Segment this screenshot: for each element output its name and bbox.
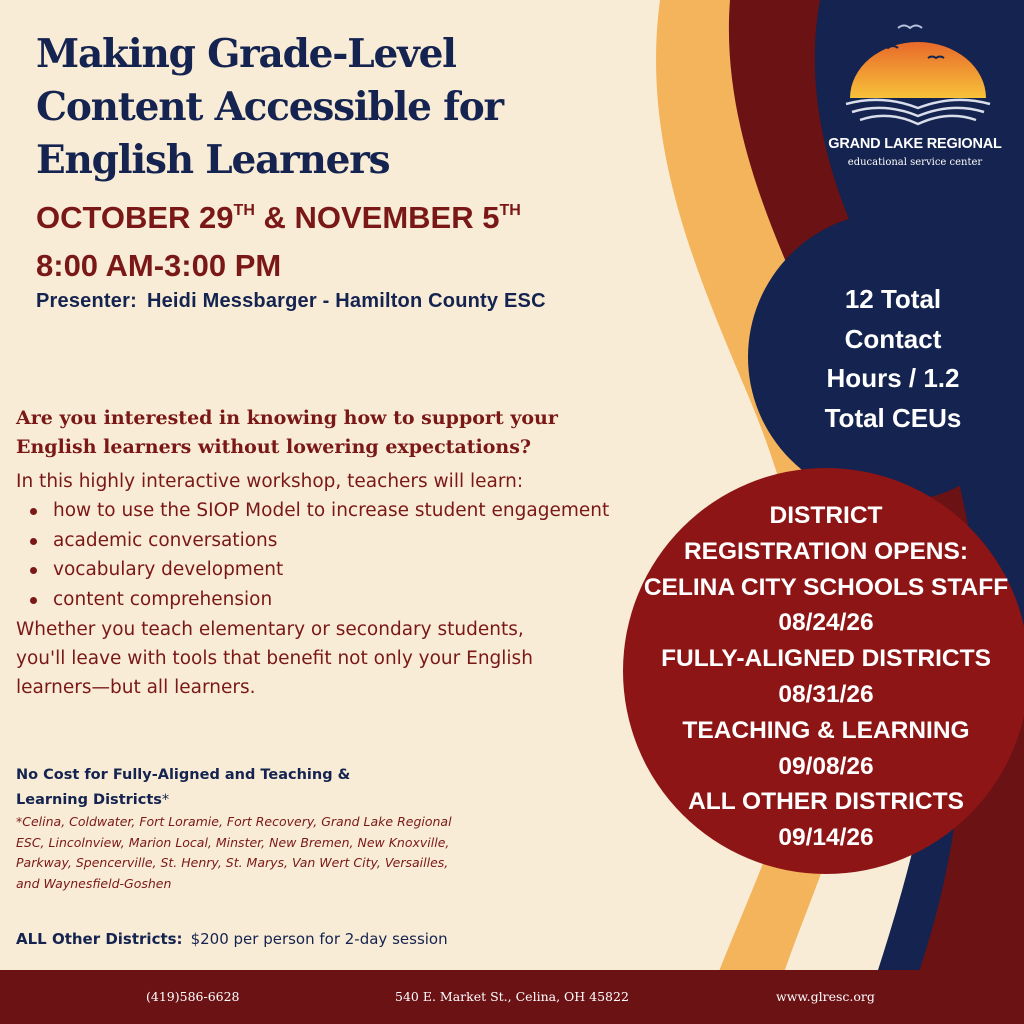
registration-group: ALL OTHER DISTRICTS: [688, 788, 964, 816]
registration-schedule: [626, 498, 1024, 856]
date-second-suffix: TH: [499, 202, 521, 219]
ceu-line: Total CEUs: [824, 402, 962, 433]
event-time: 8:00 AM-3:00 PM: [36, 248, 282, 283]
bullet-item: academic conversations: [16, 526, 609, 556]
date-first-suffix: TH: [233, 202, 255, 219]
registration-group: FULLY-ALIGNED DISTRICTS: [661, 645, 991, 673]
bullet-dot-icon: [30, 597, 37, 604]
registration-date: 09/08/26: [778, 752, 874, 780]
registration-date: 08/31/26: [778, 680, 874, 708]
footer-website: www.glresc.org: [776, 989, 875, 1004]
registration-group: CELINA CITY SCHOOLS STAFF: [643, 573, 1009, 601]
other-districts-price: [16, 927, 448, 951]
logo-subtitle: educational service center: [847, 157, 983, 168]
footer-address: 540 E. Market St., Celina, OH 45822: [395, 989, 629, 1004]
registration-date: 09/14/26: [778, 824, 874, 852]
ceu-line: 12 Total: [844, 284, 942, 314]
date-second: & NOVEMBER 5: [254, 200, 500, 235]
bullet-item: how to use the SIOP Model to increase student engagement: [16, 496, 609, 526]
footer-bar: [0, 970, 1024, 1024]
registration-date: 08/24/26: [778, 609, 874, 637]
ceu-line: Hours / 1.2: [826, 363, 960, 393]
date-first: OCTOBER 29: [36, 200, 234, 235]
bullet-dot-icon: [30, 508, 37, 515]
other-districts-amount: $200 per person for 2-day session: [190, 930, 448, 948]
sunset-book-icon: [838, 18, 998, 128]
logo-name: GRAND LAKE REGIONAL: [828, 136, 1002, 152]
bullet-dot-icon: [30, 567, 37, 574]
event-dates: [36, 198, 521, 238]
presenter-name: Heidi Messbarger - Hamilton County ESC: [146, 290, 546, 312]
bullet-dot-icon: [30, 538, 37, 545]
bullet-item: vocabulary development: [16, 555, 609, 585]
no-cost-note: No Cost for Fully-Aligned and Teaching & Learning Districts*: [16, 767, 351, 808]
ceu-line: Contact: [844, 323, 942, 354]
aligned-districts-list: *Celina, Coldwater, Fort Loramie, Fort Recovery, Grand Lake Regional ESC, Lincolnview, Marion Local, Minster, New Bremen, New Knoxville, Parkway, Spencerville, St. Henry, St. Marys, Van Wert City, Versailles, and Waynesfield-Goshen: [16, 814, 452, 891]
grand-lake-logo: [812, 18, 1018, 178]
asterisk-mark: *: [161, 792, 170, 808]
registration-heading: DISTRICT: [769, 502, 883, 529]
event-title: Making Grade-Level Content Accessible for English Learners: [36, 31, 503, 183]
description-intro: In this highly interactive workshop, teachers will learn:: [16, 471, 524, 492]
ceu-info: [770, 280, 1016, 438]
presenter-line: [36, 287, 546, 315]
registration-heading: REGISTRATION OPENS:: [683, 537, 969, 565]
description-question: Are you interested in knowing how to support your English learners without lowering expectations?: [16, 407, 558, 458]
description-closing: Whether you teach elementary or secondary students, you'll leave with tools that benefit not only your English learners—but all learners.: [16, 619, 533, 698]
footer-phone: (419)586-6628: [146, 989, 240, 1004]
registration-group: TEACHING & LEARNING: [682, 716, 970, 744]
presenter-label: Presenter:: [36, 290, 137, 312]
other-districts-label: ALL Other Districts:: [16, 930, 183, 948]
bullet-item: content comprehension: [16, 585, 609, 615]
learning-bullets: [16, 496, 609, 614]
